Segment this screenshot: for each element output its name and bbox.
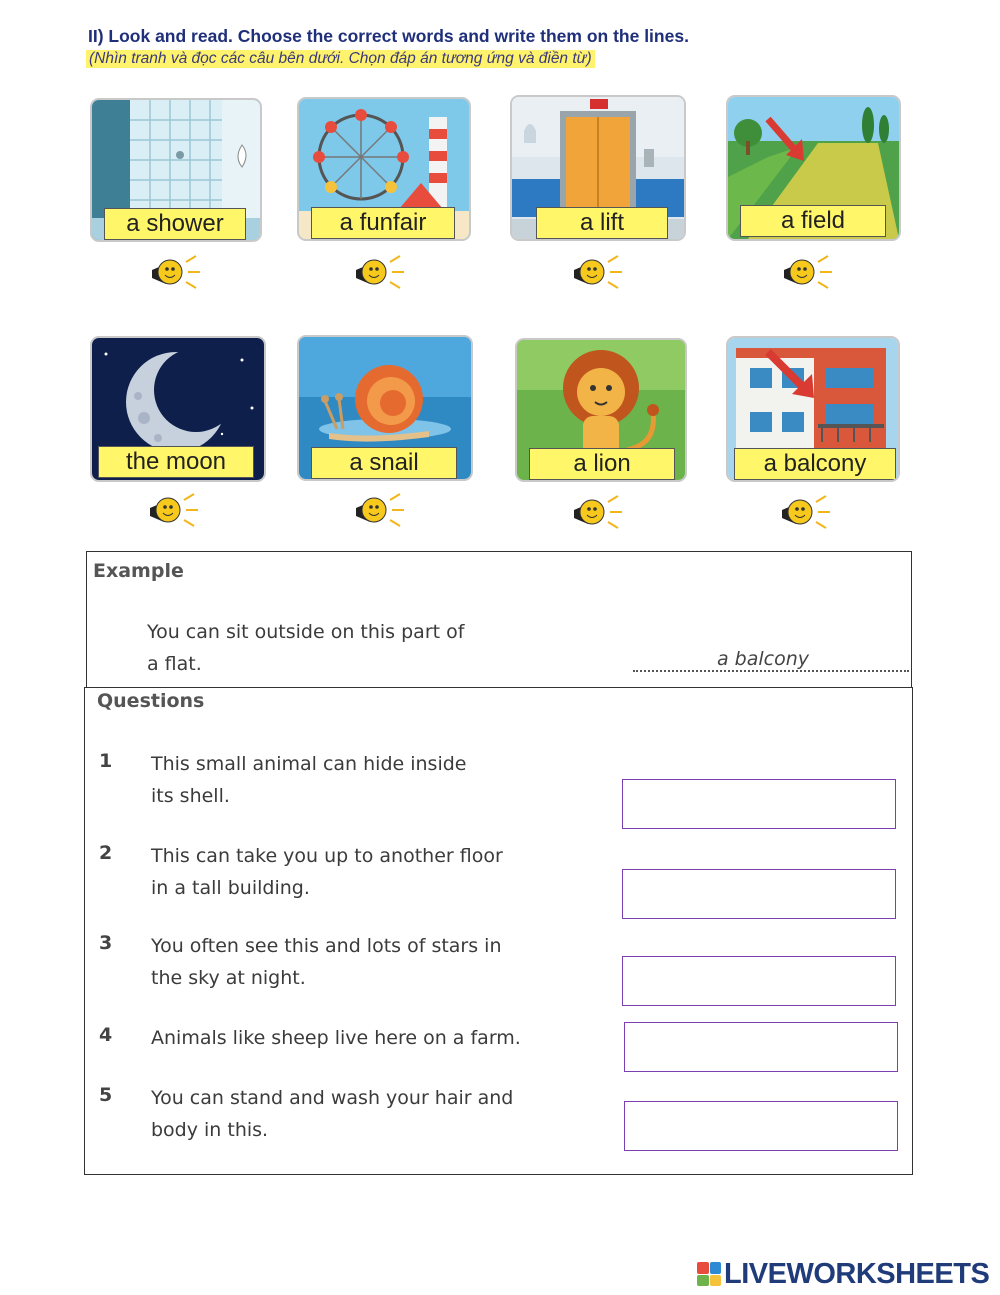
question-line: body in this. bbox=[151, 1119, 269, 1141]
picture-label: a lion bbox=[529, 448, 675, 480]
question-line: This small animal can hide inside bbox=[151, 753, 467, 775]
example-heading: Example bbox=[93, 560, 184, 582]
question-line: the sky at night. bbox=[151, 967, 306, 989]
question-number: 1 bbox=[99, 750, 113, 772]
question-line: This can take you up to another floor bbox=[151, 845, 503, 867]
picture-label: a balcony bbox=[734, 448, 896, 480]
question-line: You can stand and wash your hair and bbox=[151, 1087, 514, 1109]
question-line: in a tall building. bbox=[151, 877, 310, 899]
brand-logo-icon bbox=[697, 1262, 721, 1286]
picture-label: a lift bbox=[536, 207, 668, 239]
snail-picture bbox=[297, 335, 473, 481]
answer-input-4[interactable] bbox=[624, 1022, 898, 1072]
example-line: You can sit outside on this part of bbox=[147, 621, 465, 643]
answer-input-3[interactable] bbox=[622, 956, 896, 1006]
example-panel bbox=[86, 551, 912, 689]
lift-picture bbox=[510, 95, 686, 241]
question-number: 5 bbox=[99, 1084, 113, 1106]
picture-label: the moon bbox=[98, 446, 254, 478]
speaker-icon[interactable] bbox=[148, 250, 204, 294]
questions-heading: Questions bbox=[97, 690, 205, 712]
question-line: You often see this and lots of stars in bbox=[151, 935, 502, 957]
answer-input-2[interactable] bbox=[622, 869, 896, 919]
question-line: Animals like sheep live here on a farm. bbox=[151, 1027, 521, 1049]
lion-picture bbox=[515, 338, 687, 482]
question-number: 3 bbox=[99, 932, 113, 954]
picture-label: a shower bbox=[104, 208, 246, 240]
question-number: 4 bbox=[99, 1024, 113, 1046]
speaker-icon[interactable] bbox=[780, 250, 836, 294]
example-line: a flat. bbox=[147, 653, 202, 675]
questions-panel bbox=[84, 687, 913, 1175]
speaker-icon[interactable] bbox=[352, 488, 408, 532]
example-answer-line bbox=[633, 670, 909, 672]
question-number: 2 bbox=[99, 842, 113, 864]
picture-label: a snail bbox=[311, 447, 457, 479]
question-line: its shell. bbox=[151, 785, 230, 807]
speaker-icon[interactable] bbox=[778, 490, 834, 534]
moon-picture bbox=[90, 336, 266, 482]
funfair-picture bbox=[297, 97, 471, 241]
field-picture bbox=[726, 95, 901, 241]
brand-text: LIVEWORKSHEETS bbox=[724, 1257, 990, 1290]
speaker-icon[interactable] bbox=[352, 250, 408, 294]
shower-picture bbox=[90, 98, 262, 242]
liveworksheets-logo[interactable] bbox=[697, 1258, 989, 1290]
speaker-icon[interactable] bbox=[146, 488, 202, 532]
example-answer: a balcony bbox=[717, 648, 810, 670]
speaker-icon[interactable] bbox=[570, 250, 626, 294]
answer-input-1[interactable] bbox=[622, 779, 896, 829]
instruction-subtitle: (Nhìn tranh và đọc các câu bên dưới. Chọn đáp án tương ứng và điền từ) bbox=[86, 50, 595, 68]
balcony-picture bbox=[726, 336, 900, 482]
picture-label: a field bbox=[740, 205, 886, 237]
speaker-icon[interactable] bbox=[570, 490, 626, 534]
picture-label: a funfair bbox=[311, 207, 455, 239]
instruction-title: II) Look and read. Choose the correct words and write them on the lines. bbox=[88, 26, 689, 46]
answer-input-5[interactable] bbox=[624, 1101, 898, 1151]
